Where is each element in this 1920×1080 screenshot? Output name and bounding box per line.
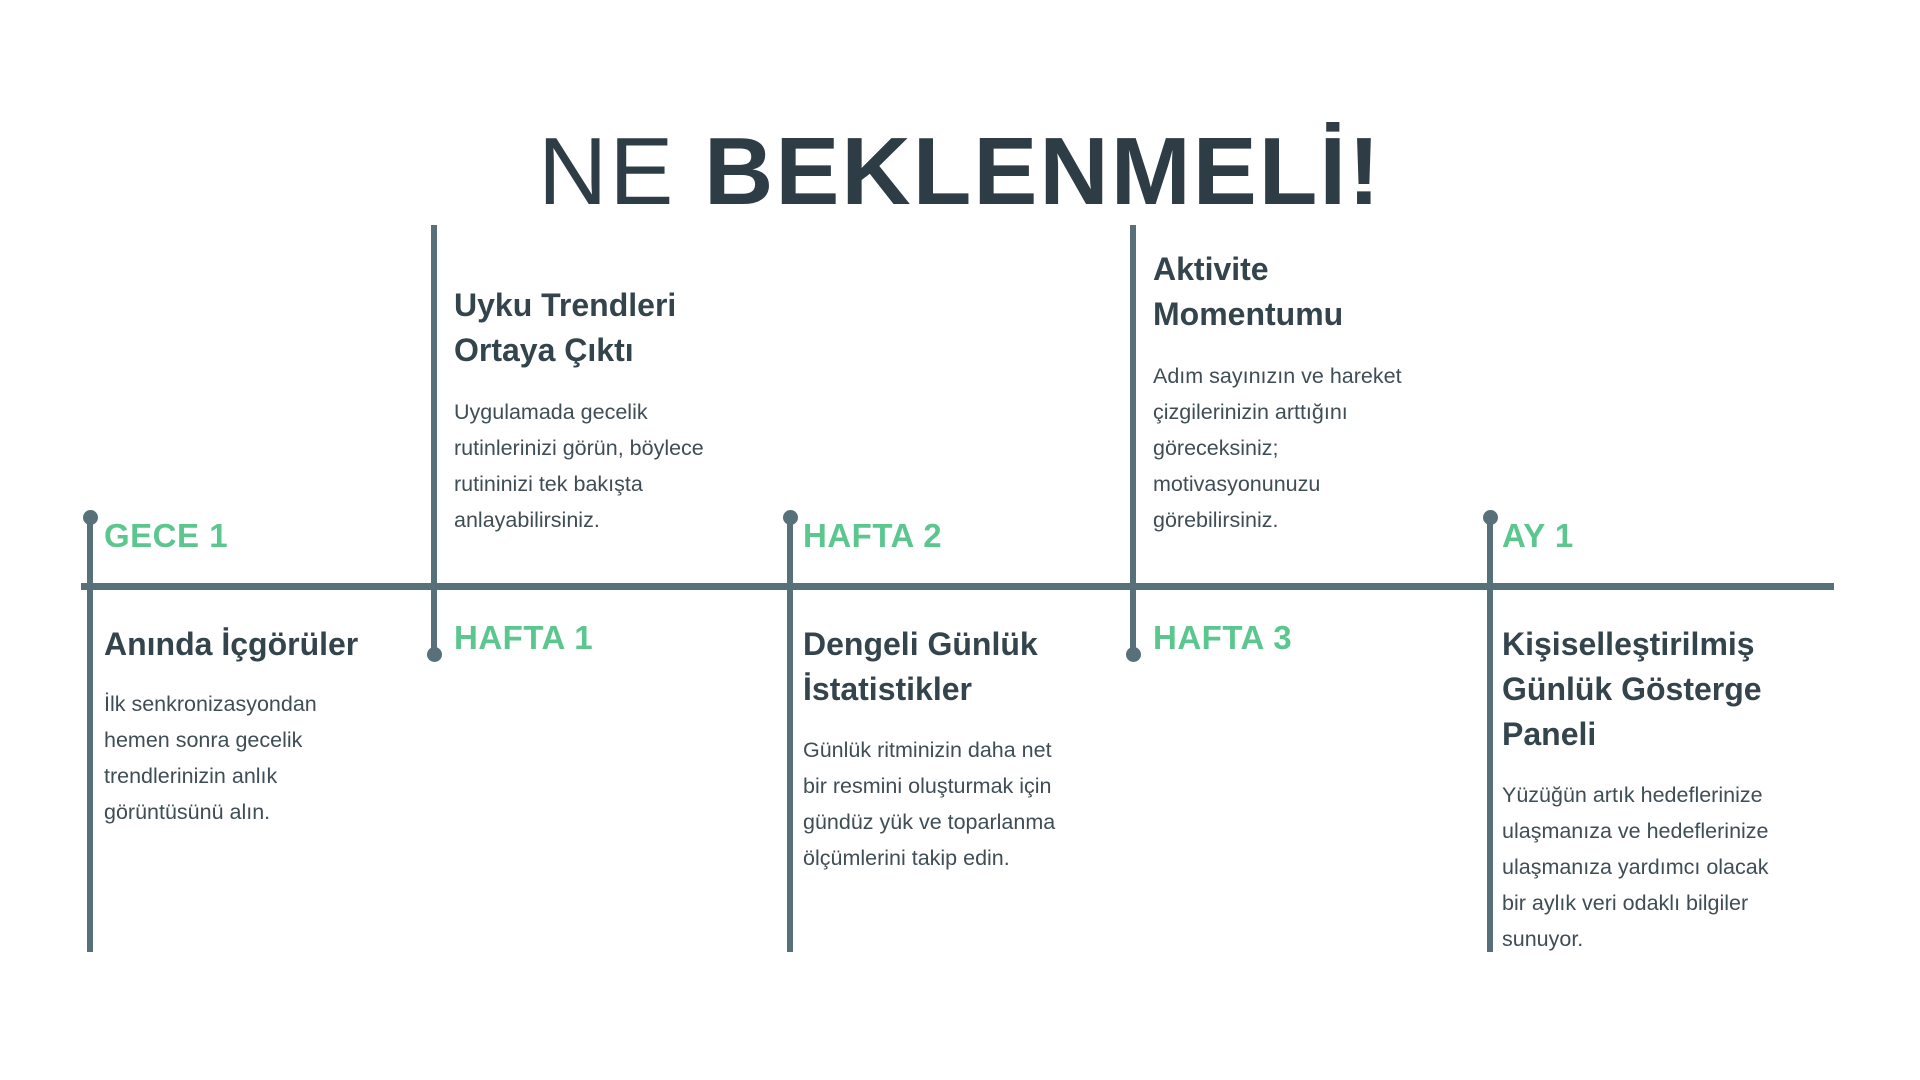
- description-line: İlk senkronizasyondan: [104, 692, 317, 716]
- description-line: hemen sonra gecelik: [104, 728, 303, 752]
- description-line: sunuyor.: [1502, 927, 1584, 951]
- milestone-marker-hafta-2: [783, 510, 798, 525]
- milestone-marker-hafta-3: [1126, 647, 1141, 662]
- milestone-heading: [803, 622, 1143, 712]
- description-line: bir resmini oluşturmak için: [803, 774, 1052, 798]
- milestone-description: [454, 394, 784, 538]
- description-line: ölçümlerini takip edin.: [803, 846, 1010, 870]
- milestone-description: [1153, 358, 1483, 538]
- milestone-heading: [1502, 622, 1862, 757]
- milestone-label: HAFTA 2: [803, 517, 943, 554]
- description-line: gündüz yük ve toparlanma: [803, 810, 1056, 834]
- milestone-description: [803, 732, 1133, 876]
- milestone-description: [104, 686, 404, 830]
- description-line: anlayabilirsiniz.: [454, 508, 600, 532]
- description-line: Yüzüğün artık hedeflerinize: [1502, 783, 1763, 807]
- milestone-label: HAFTA 1: [454, 619, 594, 656]
- milestone-connector-hafta-1: [431, 225, 437, 653]
- description-line: Adım sayınızın ve hareket: [1153, 364, 1402, 388]
- description-line: göreceksiniz;: [1153, 436, 1279, 460]
- milestone-connector-gece-1: [87, 517, 93, 952]
- heading-line: Momentumu: [1153, 296, 1344, 332]
- milestone-heading: [104, 622, 444, 667]
- description-line: Günlük ritminizin daha net: [803, 738, 1052, 762]
- milestone-label: HAFTA 3: [1153, 619, 1293, 656]
- description-line: görüntüsünü alın.: [104, 800, 271, 824]
- page-title: [0, 118, 1920, 226]
- milestone-marker-ay-1: [1483, 510, 1498, 525]
- milestone-label: GECE 1: [104, 517, 229, 554]
- heading-line: Anında İçgörüler: [104, 626, 359, 662]
- description-line: rutinlerinizi görün, böylece: [454, 436, 704, 460]
- milestone-heading: [454, 283, 774, 373]
- heading-line: Paneli: [1502, 716, 1597, 752]
- description-line: motivasyonunuzu: [1153, 472, 1321, 496]
- milestone-marker-gece-1: [83, 510, 98, 525]
- description-line: rutininizi tek bakışta: [454, 472, 643, 496]
- description-line: görebilirsiniz.: [1153, 508, 1279, 532]
- heading-line: Ortaya Çıktı: [454, 332, 634, 368]
- title-normal: NE: [538, 118, 676, 226]
- heading-line: Aktivite: [1153, 251, 1269, 287]
- description-line: çizgilerinizin arttığını: [1153, 400, 1348, 424]
- timeline-axis: [81, 583, 1834, 590]
- description-line: bir aylık veri odaklı bilgiler: [1502, 891, 1749, 915]
- milestone-connector-ay-1: [1487, 517, 1493, 952]
- milestone-connector-hafta-2: [787, 517, 793, 952]
- milestone-marker-hafta-1: [427, 647, 442, 662]
- milestone-heading: [1153, 247, 1473, 337]
- milestone-label: AY 1: [1502, 517, 1574, 554]
- heading-line: Dengeli Günlük: [803, 626, 1038, 662]
- heading-line: Kişiselleştirilmiş: [1502, 626, 1755, 662]
- description-line: ulaşmanıza yardımcı olacak: [1502, 855, 1769, 879]
- title-bold: BEKLENMELİ!: [704, 118, 1382, 226]
- milestone-connector-hafta-3: [1130, 225, 1136, 653]
- description-line: Uygulamada gecelik: [454, 400, 648, 424]
- heading-line: İstatistikler: [803, 671, 972, 707]
- milestone-description: [1502, 777, 1862, 957]
- description-line: trendlerinizin anlık: [104, 764, 278, 788]
- heading-line: Uyku Trendleri: [454, 287, 677, 323]
- heading-line: Günlük Gösterge: [1502, 671, 1762, 707]
- description-line: ulaşmanıza ve hedeflerinize: [1502, 819, 1769, 843]
